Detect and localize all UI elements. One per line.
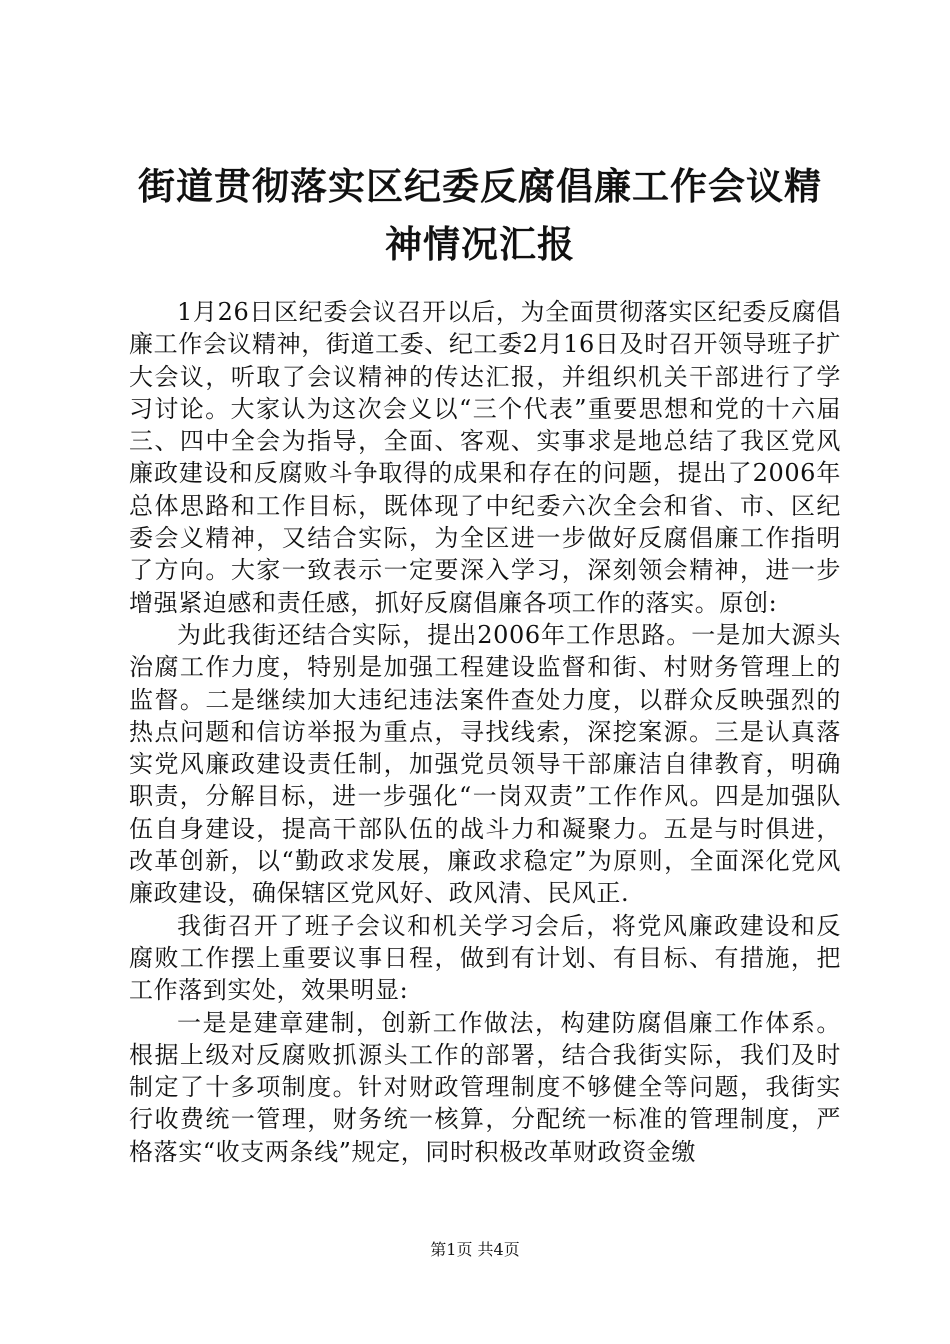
paragraph-4: 一是是建章建制，创新工作做法，构建防腐倡廉工作体系。根据上级对反腐败抓源头工作的部署，结合我街实际，我们及时制定了十多项制度。针对财政管理制度不够健全等问题，我街实行收费统一管理，财务统一核算，分配统一标准的管理制度，严格落实“收支两条线”规定，同时积极改革财政资金缴 bbox=[129, 1008, 841, 1166]
page-number-footer: 第1页 共4页 bbox=[430, 1240, 520, 1259]
document-body bbox=[129, 296, 841, 1168]
paragraph-2: 为此我街还结合实际，提出2006年工作思路。一是加大源头治腐工作力度，特别是加强工程建设监督和街、村财务管理上的监督。二是继续加大违纪违法案件查处力度，以群众反映强烈的热点问题和信访举报为重点，寻找线索，深挖案源。三是认真落实党风廉政建设责任制，加强党员领导干部廉洁自律教育，明确职责，分解目标，进一步强化“一岗双责”工作作风。四是加强队伍自身建设，提高干部队伍的战斗力和凝聚力。五是与时俱进，改革创新，以“勤政求发展，廉政求稳定”为原则，全面深化党风廉政建设，确保辖区党风好、政风清、民风正. bbox=[129, 620, 841, 908]
paragraph-1: 1月26日区纪委会议召开以后，为全面贯彻落实区纪委反腐倡廉工作会议精神，街道工委、纪工委2月16日及时召开领导班子扩大会议，听取了会议精神的传达汇报，并组织机关干部进行了学习讨论。大家认为这次会义以“三个代表”重要思想和党的十六届三、四中全会为指导，全面、客观、实事求是地总结了我区党风廉政建设和反腐败斗争取得的成果和存在的问题，提出了2006年总体思路和工作目标，既体现了中纪委六次全会和省、市、区纪委会义精神，又结合实际，为全区进一步做好反腐倡廉工作指明了方向。大家一致表示一定要深入学习，深刻领会精神，进一步增强紧迫感和责任感，抓好反腐倡廉各项工作的落实。原创: bbox=[129, 298, 841, 617]
paragraph-3: 我街召开了班子会议和机关学习会后，将党风廉政建设和反腐败工作摆上重要议事日程，做到有计划、有目标、有措施，把工作落到实处，效果明显: bbox=[129, 911, 841, 1005]
document-title: 街道贯彻落实区纪委反腐倡廉工作会议精神情况汇报 bbox=[138, 165, 822, 266]
